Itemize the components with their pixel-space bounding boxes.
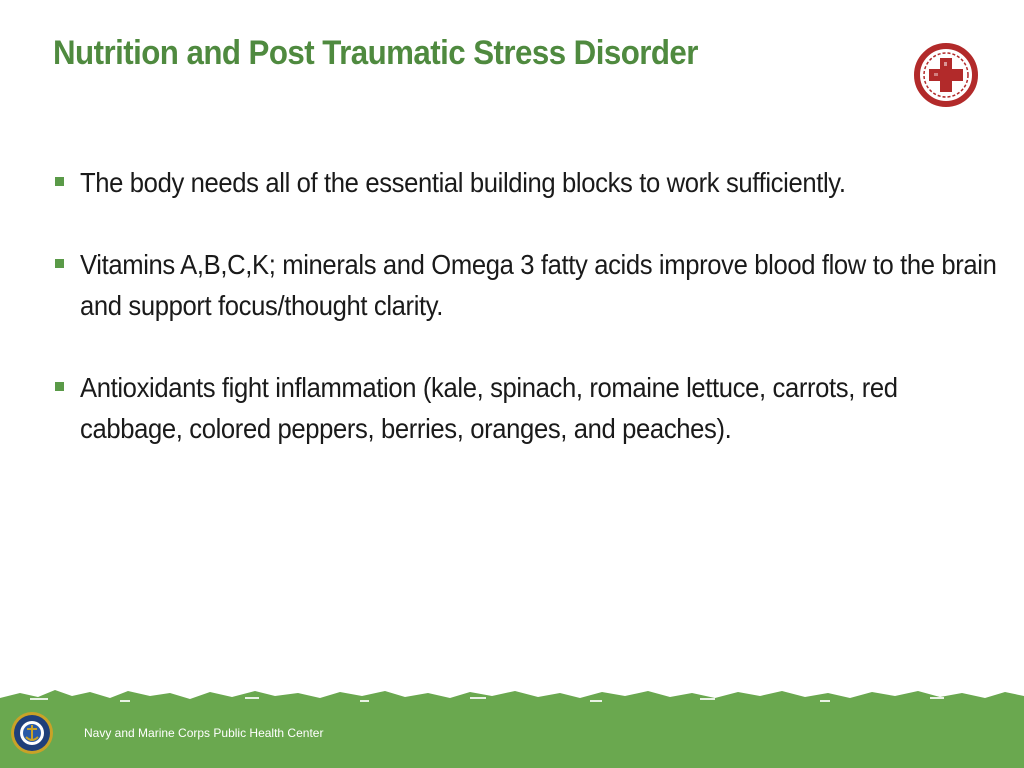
bullet-item bbox=[55, 244, 997, 326]
square-bullet-icon bbox=[55, 382, 64, 391]
footer-organization-text: Navy and Marine Corps Public Health Center bbox=[84, 726, 324, 740]
bullet-item bbox=[55, 162, 985, 203]
bullet-text: Antioxidants fight inflammation (kale, spinach, romaine lettuce, carrots, red cabbage, colored peppers, berries, oranges, and peaches). bbox=[80, 372, 898, 444]
slide-title: Nutrition and Post Traumatic Stress Disorder bbox=[53, 34, 698, 72]
bullet-list bbox=[55, 162, 997, 490]
bullet-text: The body needs all of the essential building blocks to work sufficiently. bbox=[80, 167, 846, 198]
red-cross-emblem-icon bbox=[912, 42, 980, 108]
navy-marine-corps-seal-icon bbox=[10, 711, 54, 755]
bullet-item bbox=[55, 367, 985, 449]
square-bullet-icon bbox=[55, 177, 64, 186]
square-bullet-icon bbox=[55, 259, 64, 268]
bullet-text: Vitamins A,B,C,K; minerals and Omega 3 fatty acids improve blood flow to the brain and support focus/thought clarity. bbox=[80, 249, 997, 321]
